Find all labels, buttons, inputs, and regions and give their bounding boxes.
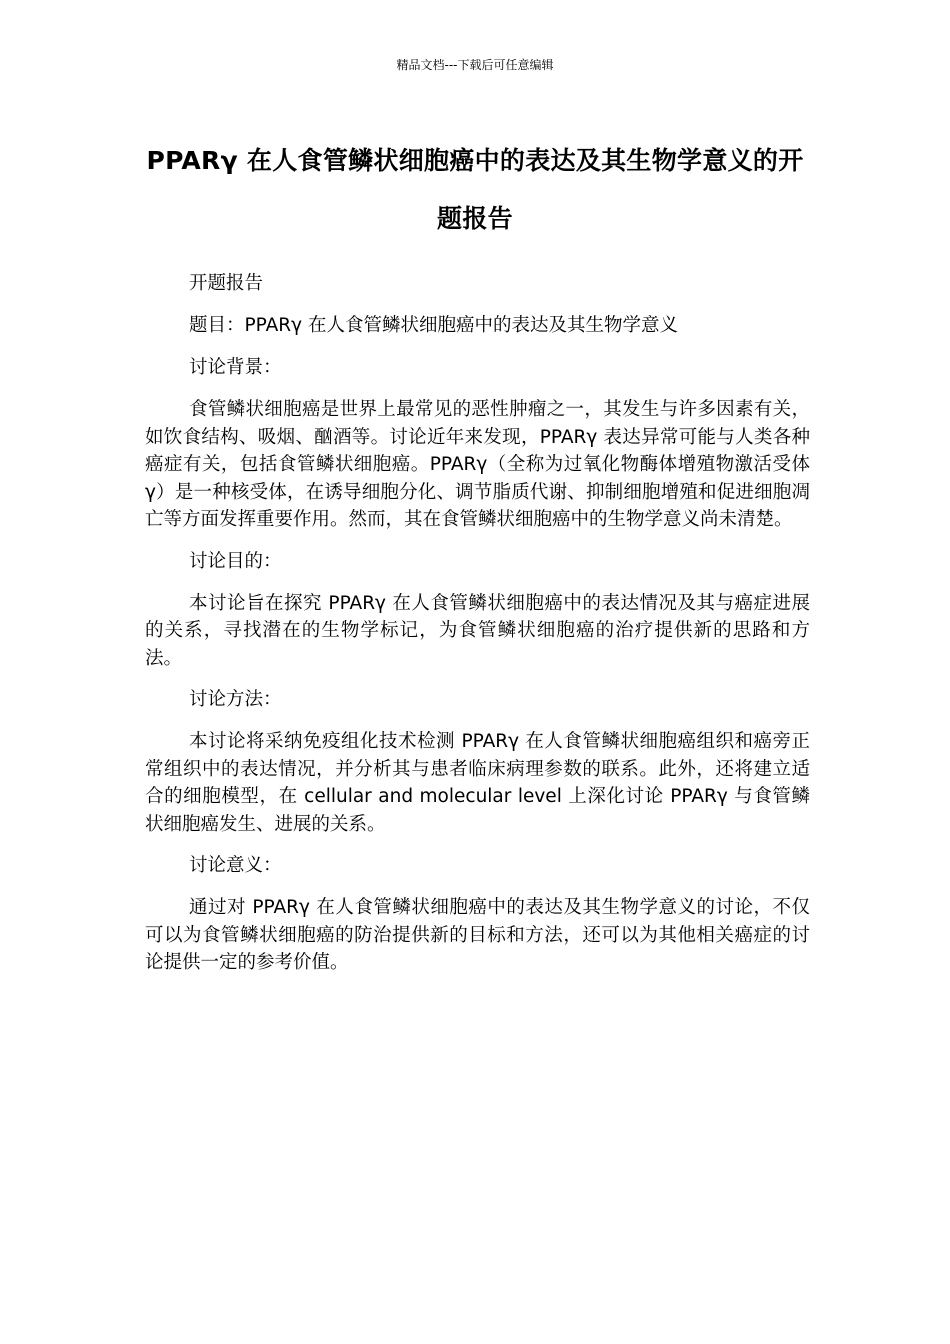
method-heading: 讨论方法： bbox=[189, 689, 282, 710]
document-body bbox=[145, 270, 810, 991]
background-heading: 讨论背景： bbox=[189, 357, 282, 378]
background-paragraph: 食管鳞状细胞癌是世界上最常见的恶性肿瘤之一，其发生与许多因素有关，如饮食结构、吸烟、酗酒等。讨论近年来发现，PPARγ 表达异常可能与人类各种癌症有关，包括食管鳞状细胞癌。PPARγ（全称为过氧化物酶体增殖物激活受体 γ）是一种核受体，在诱导细胞分化、调节脂质代谢、抑制细胞增殖和促进细胞凋亡等方面发挥重要作用。然而，其在食管鳞状细胞癌中的生物学意义尚未清楚。 bbox=[145, 399, 810, 530]
header-note: 精品文档---下载后可任意编辑 bbox=[396, 58, 554, 72]
purpose-heading: 讨论目的： bbox=[189, 550, 282, 572]
purpose-paragraph: 本讨论旨在探究 PPARγ 在人食管鳞状细胞癌中的表达情况及其与癌症进展的关系，寻找潜在的生物学标记，为食管鳞状细胞癌的治疗提供新的思路和方法。 bbox=[145, 592, 810, 669]
report-label: 开题报告 bbox=[189, 273, 264, 294]
method-paragraph: 本讨论将采纳免疫组化技术检测 PPARγ 在人食管鳞状细胞癌组织和癌旁正常组织中的表达情况，并分析其与患者临床病理参数的联系。此外，还将建立适合的细胞模型，在 cellular and molecular level 上深化讨论 PPARγ 与食管鳞状细胞癌发生、进展的关系。 bbox=[145, 731, 810, 835]
document-title: PPARγ 在人食管鳞状细胞癌中的表达及其生物学意义的开题报告 bbox=[146, 146, 804, 233]
significance-heading: 讨论意义： bbox=[189, 855, 282, 876]
topic-line: 题目：PPARγ 在人食管鳞状细胞癌中的表达及其生物学意义 bbox=[189, 315, 678, 336]
significance-paragraph: 通过对 PPARγ 在人食管鳞状细胞癌中的表达及其生物学意义的讨论，不仅可以为食管鳞状细胞癌的防治提供新的目标和方法，还可以为其他相关癌症的讨论提供一定的参考价值。 bbox=[145, 897, 810, 973]
